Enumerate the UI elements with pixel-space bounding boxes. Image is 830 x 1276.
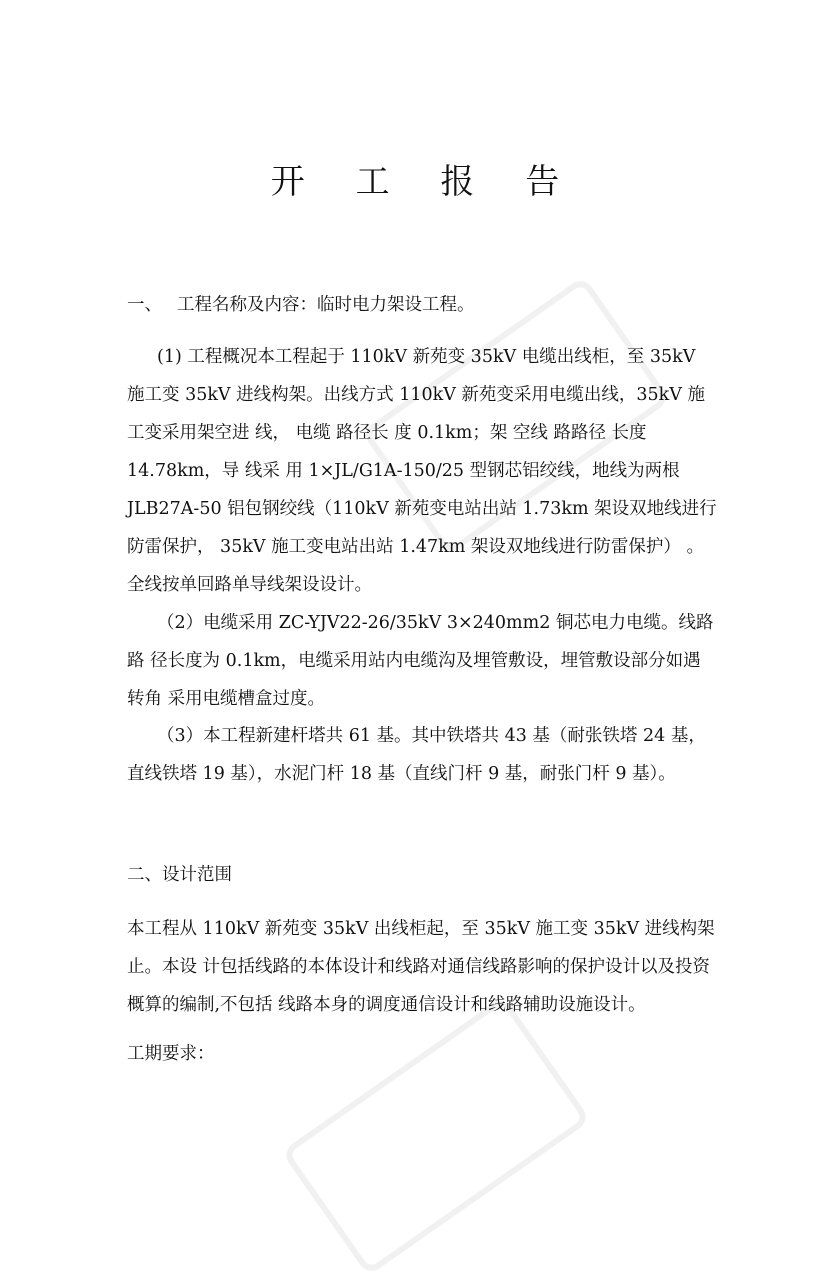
schedule-label: 工期要求： [127, 1044, 215, 1064]
section-2-heading: 二、设计范围 [127, 865, 232, 885]
section-1-number: 一、 [127, 295, 162, 315]
paragraph-project-overview: (1) 工程概况本工程起于 110kV 新苑变 35kV 电缆出线柜，至 35kV 施工变 35kV 进线构架。出线方式 110kV 新苑变采用电缆出线，35kV 施工变采用架空进 线， 电缆 路径长 度 0.1km；架 空线 路路径 长度 14.78km，导 线采 用 1×JL/G1A-150/25 型钢芯铝绞线，地线为两根 JLB27A-50 铝包钢绞线（110kV 新苑变电站出站 1.73km 架设双地线进行防雷保护， 35kV 施工变电站出站 1.47km 架设双地线进行防雷保护） 。全线按单回路单导线架设设计。 [127, 347, 717, 595]
section-1-heading [127, 286, 717, 324]
paragraph-towers: （3）本工程新建杆塔共 61 基。其中铁塔共 43 基（耐张铁塔 24 基， 直线铁塔 19 基），水泥门杆 18 基（直线门杆 9 基，耐张门杆 9 基）。 [127, 726, 706, 784]
paragraph-design-scope: 本工程从 110kV 新苑变 35kV 出线柜起，至 35kV 施工变 35kV 进线构架止。本设 计包括线路的本体设计和线路对通信线路影响的保护设计以及投资概算的编制,不包括 线路本身的调度通信设计和线路辅助设施设计。 [127, 919, 715, 1015]
paragraph-cable: （2）电缆采用 ZC-YJV22-26/35kV 3×240mm2 铜芯电力电缆。线路路 径长度为 0.1km，电缆采用站内电缆沟及埋管敷设，埋管敷设部分如遇转角 采用电缆槽盒过度。 [127, 613, 714, 709]
section-1-title: 工程名称及内容：临时电力架设工程。 [177, 295, 475, 315]
document-title: 开 工 报 告 [270, 162, 580, 202]
